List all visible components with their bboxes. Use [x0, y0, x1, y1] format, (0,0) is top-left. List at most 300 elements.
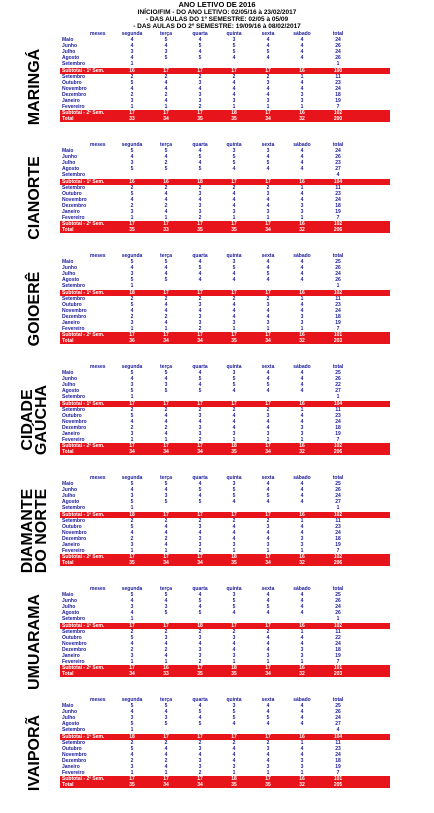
campus-name-label	[28, 714, 42, 790]
day-count-cell: 4	[198, 37, 202, 44]
day-count-cell: 5	[164, 148, 168, 155]
day-count-cell: 2	[198, 659, 202, 666]
day-count-cell: 34	[163, 560, 169, 567]
month-label: Maio	[62, 148, 74, 155]
day-count-cell: 24	[335, 196, 341, 203]
day-count-cell: 34	[163, 338, 169, 345]
day-count-cell: 3	[198, 301, 202, 308]
day-count-cell: 35	[231, 560, 237, 567]
day-count-cell: 4	[198, 259, 202, 266]
day-count-cell: 1	[130, 104, 134, 111]
day-count-cell: 3	[300, 424, 304, 431]
day-count-cell: 5	[164, 370, 168, 377]
day-count-cell: 4	[266, 646, 270, 653]
day-count-cell: 3	[164, 715, 168, 722]
day-count-cell: 4	[232, 307, 236, 314]
column-header: quinta	[226, 253, 242, 259]
day-count-cell: 27	[335, 721, 341, 728]
day-count-cell: 3	[266, 320, 270, 327]
day-count-cell: 3	[130, 209, 134, 216]
day-count-cell: 5	[266, 604, 270, 611]
month-label: Total	[62, 116, 74, 123]
day-count-cell: 3	[164, 604, 168, 611]
day-count-cell: 17	[129, 332, 135, 339]
column-header: sábado	[293, 142, 311, 148]
day-count-cell: 5	[266, 271, 270, 278]
day-count-cell: 4	[300, 196, 304, 203]
day-count-cell: 4	[198, 196, 202, 203]
month-label: Fevereiro	[62, 437, 85, 444]
day-count-cell: 3	[164, 49, 168, 56]
day-count-cell: 7	[336, 215, 340, 222]
campus-name	[17, 475, 53, 586]
day-count-cell: 16	[299, 733, 305, 740]
total-row	[60, 671, 390, 677]
day-count-cell: 18	[335, 757, 341, 764]
day-count-cell: 4	[164, 301, 168, 308]
day-count-cell: 5	[198, 154, 202, 161]
day-count-cell: 5	[232, 604, 236, 611]
day-count-cell: 32	[299, 449, 305, 456]
day-count-cell: 4	[266, 709, 270, 716]
day-count-cell: 17	[231, 289, 237, 296]
day-count-cell: 3	[300, 542, 304, 549]
column-header: terça	[160, 697, 172, 703]
day-count-cell: 3	[300, 431, 304, 438]
month-label: Subtotal - 1º Sem.	[62, 400, 105, 407]
month-label: Subtotal - 1º Sem.	[62, 178, 105, 185]
day-count-cell: 2	[198, 73, 202, 80]
campus-name-line: GAÚCHA	[33, 384, 50, 455]
month-label: Setembro	[62, 295, 86, 302]
month-label: Janeiro	[62, 320, 80, 327]
day-count-cell: 3	[232, 259, 236, 266]
day-count-cell: 4	[130, 37, 134, 44]
day-count-cell: 1	[164, 104, 168, 111]
day-count-cell: 35	[231, 227, 237, 234]
column-header: sábado	[293, 586, 311, 592]
day-count-cell: 206	[333, 449, 343, 456]
day-count-cell: 3	[300, 313, 304, 320]
day-count-cell: 23	[335, 190, 341, 197]
day-count-cell: 1	[232, 326, 236, 333]
day-count-cell: 3	[198, 745, 202, 752]
day-count-cell: 1	[300, 406, 304, 413]
day-count-cell: 5	[164, 277, 168, 284]
month-label: Dezembro	[62, 757, 87, 764]
day-count-cell: 2	[164, 424, 168, 431]
month-label: Janeiro	[62, 653, 80, 660]
day-count-cell: 2	[164, 628, 168, 635]
campus-name-line: GOIOERÊ	[26, 271, 43, 346]
day-count-cell: 16	[299, 178, 305, 185]
column-header: segunda	[121, 586, 143, 592]
column-header: total	[332, 697, 344, 703]
day-count-cell: 4	[198, 604, 202, 611]
day-count-cell: 5	[164, 610, 168, 617]
day-count-cell: 2	[164, 91, 168, 98]
day-count-cell: 5	[164, 481, 168, 488]
day-count-cell: 24	[335, 271, 341, 278]
day-count-cell: 1	[266, 215, 270, 222]
campus-name-line: DO NORTE	[33, 488, 50, 573]
day-count-cell: 24	[335, 751, 341, 758]
day-count-cell: 3	[130, 542, 134, 549]
column-header: sexta	[261, 475, 275, 481]
day-count-cell: 17	[163, 289, 169, 296]
day-count-cell: 2	[232, 739, 236, 746]
day-count-cell: 11	[335, 628, 341, 635]
day-count-cell: 3	[198, 320, 202, 327]
day-count-cell: 4	[300, 610, 304, 617]
month-label: Janeiro	[62, 98, 80, 105]
day-count-cell: 4	[266, 196, 270, 203]
day-count-cell: 5	[232, 154, 236, 161]
day-count-cell: 26	[335, 43, 341, 50]
day-count-cell: 3	[164, 493, 168, 500]
day-count-cell: 1	[300, 770, 304, 777]
month-label: Novembro	[62, 307, 87, 314]
month-label: Setembro	[62, 727, 86, 734]
day-count-cell: 3	[300, 98, 304, 105]
day-count-cell: 4	[198, 307, 202, 314]
day-count-cell: 25	[335, 481, 341, 488]
day-count-cell: 17	[129, 110, 135, 117]
day-count-cell: 32	[299, 116, 305, 123]
day-count-cell: 4	[232, 745, 236, 752]
day-count-cell: 3	[232, 481, 236, 488]
day-count-cell: 7	[336, 104, 340, 111]
day-count-cell: 3	[232, 542, 236, 549]
day-count-cell: 3	[130, 271, 134, 278]
month-label: Julho	[62, 493, 76, 500]
day-count-cell: 3	[266, 542, 270, 549]
day-count-cell: 2	[164, 757, 168, 764]
day-count-cell: 34	[197, 338, 203, 345]
day-count-cell: 3	[164, 634, 168, 641]
month-label: Novembro	[62, 640, 87, 647]
day-count-cell: 35	[129, 560, 135, 567]
day-count-cell: 3	[130, 653, 134, 660]
day-count-cell: 17	[231, 622, 237, 629]
day-count-cell: 1	[130, 61, 134, 68]
day-count-cell: 24	[335, 307, 341, 314]
day-count-cell: 3	[198, 757, 202, 764]
day-count-cell: 203	[333, 671, 343, 678]
day-count-cell: 35	[197, 671, 203, 678]
month-label: Janeiro	[62, 431, 80, 438]
day-count-cell: 3	[300, 646, 304, 653]
month-label: Julho	[62, 715, 76, 722]
campus-name-label	[21, 488, 49, 572]
month-label: Setembro	[62, 73, 86, 80]
day-count-cell: 1	[130, 394, 134, 401]
day-count-cell: 3	[130, 493, 134, 500]
month-label: Junho	[62, 376, 77, 383]
day-count-cell: 4	[232, 640, 236, 647]
campus-name-label	[28, 594, 42, 690]
day-count-cell: 24	[335, 640, 341, 647]
day-count-cell: 2	[130, 739, 134, 746]
campus-name-line: UMUARAMA	[26, 593, 43, 690]
campus-table	[60, 31, 390, 142]
campus-name	[17, 364, 53, 475]
day-count-cell: 4	[164, 431, 168, 438]
day-count-cell: 4	[232, 529, 236, 536]
day-count-cell: 5	[164, 499, 168, 506]
day-count-cell: 17	[129, 554, 135, 561]
day-count-cell: 4	[232, 610, 236, 617]
day-count-cell: 4	[266, 640, 270, 647]
total-row	[60, 227, 390, 233]
day-count-cell: 19	[335, 320, 341, 327]
day-count-cell: 5	[164, 55, 168, 62]
day-count-cell: 5	[130, 523, 134, 530]
day-count-cell: 26	[335, 277, 341, 284]
day-count-cell: 1	[232, 104, 236, 111]
day-count-cell: 11	[335, 406, 341, 413]
day-count-cell: 2	[164, 535, 168, 542]
total-row	[60, 116, 390, 122]
day-count-cell: 2	[164, 295, 168, 302]
day-count-cell: 16	[299, 554, 305, 561]
day-count-cell: 19	[335, 764, 341, 771]
day-count-cell: 1	[336, 394, 340, 401]
month-label: Junho	[62, 154, 77, 161]
day-count-cell: 17	[197, 443, 203, 450]
column-header: sexta	[261, 253, 275, 259]
day-count-cell: 32	[299, 782, 305, 789]
day-count-cell: 18	[231, 554, 237, 561]
month-label: Subtotal - 2º Sem.	[62, 110, 105, 117]
day-count-cell: 4	[164, 98, 168, 105]
day-count-cell: 2	[266, 295, 270, 302]
day-count-cell: 4	[300, 37, 304, 44]
month-label: Novembro	[62, 196, 87, 203]
day-count-cell: 3	[232, 703, 236, 710]
month-label: Outubro	[62, 190, 82, 197]
day-count-cell: 4	[164, 487, 168, 494]
day-count-cell: 4	[266, 370, 270, 377]
column-header: sexta	[261, 364, 275, 370]
day-count-cell: 4	[130, 154, 134, 161]
day-count-cell: 23	[335, 160, 341, 167]
day-count-cell: 4	[266, 277, 270, 284]
day-count-cell: 22	[335, 382, 341, 389]
day-count-cell: 4	[300, 493, 304, 500]
day-count-cell: 4	[300, 598, 304, 605]
day-count-cell: 3	[232, 653, 236, 660]
day-count-cell: 4	[300, 307, 304, 314]
day-count-cell: 102	[333, 110, 343, 117]
month-label: Julho	[62, 604, 76, 611]
day-count-cell: 17	[129, 622, 135, 629]
day-count-cell: 2	[266, 517, 270, 524]
month-label: Total	[62, 338, 74, 345]
day-count-cell: 4	[266, 598, 270, 605]
day-count-cell: 2	[164, 73, 168, 80]
day-count-cell: 1	[266, 437, 270, 444]
month-label: Dezembro	[62, 535, 87, 542]
month-label: Outubro	[62, 301, 82, 308]
day-count-cell: 4	[300, 370, 304, 377]
day-count-cell: 4	[130, 751, 134, 758]
day-count-cell: 5	[130, 481, 134, 488]
month-label: Outubro	[62, 634, 82, 641]
day-count-cell: 2	[198, 770, 202, 777]
day-count-cell: 17	[265, 332, 271, 339]
day-count-cell: 16	[163, 178, 169, 185]
column-header: total	[332, 31, 344, 37]
day-count-cell: 1	[300, 628, 304, 635]
day-count-cell: 3	[232, 37, 236, 44]
day-count-cell: 4	[164, 265, 168, 272]
day-count-cell: 17	[163, 554, 169, 561]
column-header: meses	[90, 364, 106, 370]
day-count-cell: 5	[130, 277, 134, 284]
day-count-cell: 1	[232, 437, 236, 444]
day-count-cell: 102	[333, 221, 343, 228]
day-count-cell: 4	[164, 653, 168, 660]
column-header: quinta	[226, 142, 242, 148]
day-count-cell: 200	[333, 116, 343, 123]
day-count-cell: 4	[164, 376, 168, 383]
column-header: quinta	[226, 475, 242, 481]
column-header: meses	[90, 142, 106, 148]
campus-block	[0, 142, 434, 253]
month-label: Outubro	[62, 412, 82, 419]
day-count-cell: 17	[163, 332, 169, 339]
month-label: Janeiro	[62, 542, 80, 549]
day-count-cell: 4	[300, 259, 304, 266]
academic-year-range: INÍCIO/FIM - DO ANO LETIVO: 02/05/16 à 23/02/2017	[137, 9, 297, 16]
day-count-cell: 11	[335, 295, 341, 302]
day-count-cell: 1	[232, 770, 236, 777]
day-count-cell: 18	[335, 424, 341, 431]
month-label: Total	[62, 782, 74, 789]
day-count-cell: 3	[130, 431, 134, 438]
day-count-cell: 25	[335, 703, 341, 710]
day-count-cell: 4	[198, 277, 202, 284]
column-header: terça	[160, 475, 172, 481]
day-count-cell: 4	[232, 271, 236, 278]
day-count-cell: 7	[336, 659, 340, 666]
day-count-cell: 4	[300, 709, 304, 716]
column-header: sexta	[261, 697, 275, 703]
day-count-cell: 5	[232, 709, 236, 716]
campus-table	[60, 697, 390, 808]
day-count-cell: 4	[164, 320, 168, 327]
day-count-cell: 5	[130, 301, 134, 308]
day-count-cell: 3	[232, 98, 236, 105]
day-count-cell: 26	[335, 265, 341, 272]
day-count-cell: 2	[130, 628, 134, 635]
day-count-cell: 5	[164, 166, 168, 173]
day-count-cell: 35	[231, 338, 237, 345]
day-count-cell: 17	[265, 776, 271, 783]
day-count-cell: 17	[265, 67, 271, 74]
day-count-cell: 4	[164, 418, 168, 425]
day-count-cell: 203	[333, 338, 343, 345]
day-count-cell: 4	[164, 751, 168, 758]
day-count-cell: 5	[232, 43, 236, 50]
column-header: sexta	[261, 586, 275, 592]
day-count-cell: 22	[335, 634, 341, 641]
day-count-cell: 17	[231, 67, 237, 74]
day-count-cell: 18	[231, 443, 237, 450]
day-count-cell: 17	[231, 511, 237, 518]
day-count-cell: 1	[300, 73, 304, 80]
day-count-cell: 2	[164, 739, 168, 746]
month-label: Total	[62, 671, 74, 678]
day-count-cell: 104	[333, 178, 343, 185]
day-count-cell: 4	[266, 592, 270, 599]
month-label: Maio	[62, 37, 74, 44]
day-count-cell: 5	[130, 745, 134, 752]
day-count-cell: 27	[335, 166, 341, 173]
column-header: total	[332, 142, 344, 148]
day-count-cell: 32	[299, 227, 305, 234]
day-count-cell: 19	[335, 98, 341, 105]
month-label: Subtotal - 2º Sem.	[62, 332, 105, 339]
day-count-cell: 35	[197, 116, 203, 123]
day-count-cell: 4	[164, 529, 168, 536]
day-count-cell: 3	[300, 91, 304, 98]
day-count-cell: 4	[130, 43, 134, 50]
campus-name	[17, 253, 53, 364]
total-row	[60, 449, 390, 455]
day-count-cell: 4	[300, 382, 304, 389]
day-count-cell: 4	[198, 592, 202, 599]
day-count-cell: 4	[300, 154, 304, 161]
day-count-cell: 4	[300, 79, 304, 86]
day-count-cell: 17	[265, 733, 271, 740]
day-count-cell: 5	[130, 592, 134, 599]
day-count-cell: 3	[198, 209, 202, 216]
column-header: terça	[160, 142, 172, 148]
day-count-cell: 18	[231, 110, 237, 117]
day-count-cell: 4	[232, 79, 236, 86]
column-header: sábado	[293, 31, 311, 37]
document-header	[0, 0, 434, 30]
day-count-cell: 17	[231, 400, 237, 407]
month-label: Subtotal - 1º Sem.	[62, 622, 105, 629]
day-count-cell: 5	[198, 265, 202, 272]
day-count-cell: 19	[335, 542, 341, 549]
day-count-cell: 18	[335, 646, 341, 653]
day-count-cell: 5	[130, 703, 134, 710]
month-label: Total	[62, 449, 74, 456]
day-count-cell: 5	[130, 148, 134, 155]
day-count-cell: 4	[300, 487, 304, 494]
month-label: Julho	[62, 49, 76, 56]
day-count-cell: 32	[299, 560, 305, 567]
month-label: Outubro	[62, 523, 82, 530]
month-label: Subtotal - 1º Sem.	[62, 733, 105, 740]
day-count-cell: 5	[198, 55, 202, 62]
day-count-cell: 2	[198, 739, 202, 746]
day-count-cell: 26	[335, 55, 341, 62]
day-count-cell: 5	[232, 598, 236, 605]
day-count-cell: 4	[300, 499, 304, 506]
day-count-cell: 4	[300, 634, 304, 641]
column-header: quarta	[192, 142, 208, 148]
day-count-cell: 2	[164, 517, 168, 524]
day-count-cell: 4	[300, 481, 304, 488]
day-count-cell: 4	[198, 370, 202, 377]
day-count-cell: 2	[266, 184, 270, 191]
day-count-cell: 3	[198, 523, 202, 530]
